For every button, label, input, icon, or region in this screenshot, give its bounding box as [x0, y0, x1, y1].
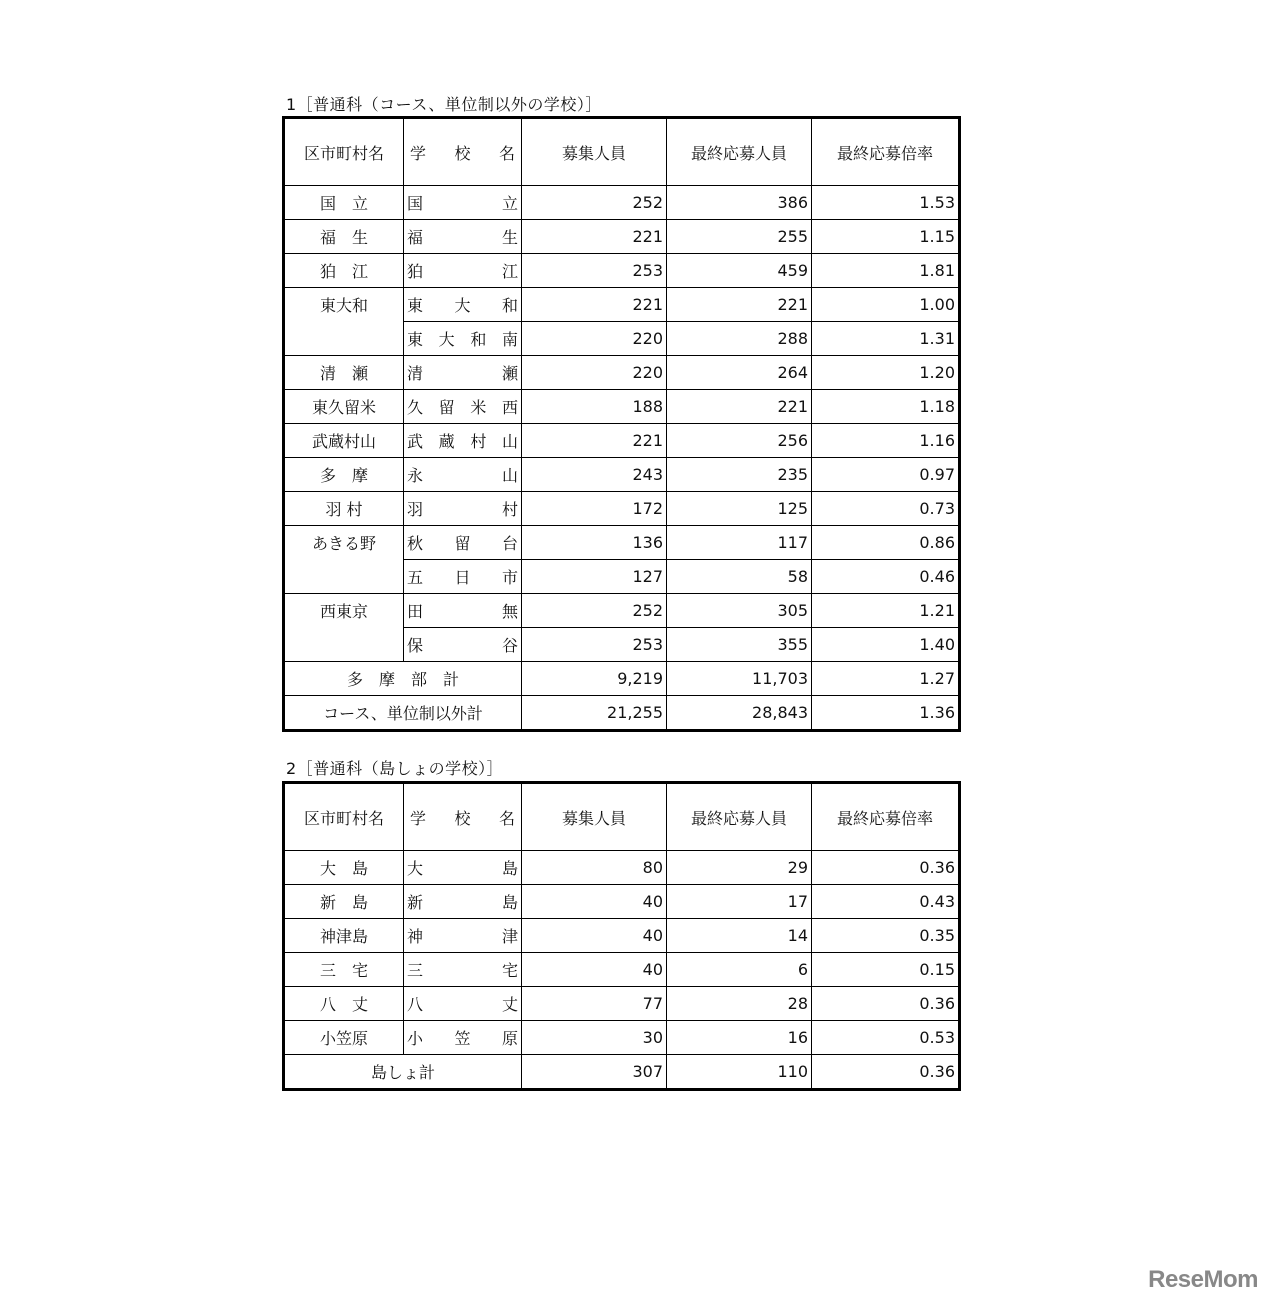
table-row: [284, 1021, 960, 1055]
municipality-cell: 大 島: [284, 851, 404, 885]
municipality-cell: 国 立: [284, 186, 404, 220]
table-row: [284, 186, 960, 220]
school-char: 米: [470, 398, 487, 417]
table-row: [284, 322, 960, 356]
ratio-cell: 1.81: [812, 254, 960, 288]
capacity-cell: 172: [522, 492, 667, 526]
school-cell: [404, 254, 522, 288]
total-ratio: 1.36: [812, 696, 960, 731]
applicants-cell: 6: [667, 953, 812, 987]
applicants-cell: 221: [667, 390, 812, 424]
header-school: 学 校 名: [404, 118, 522, 186]
school-cell: [404, 628, 522, 662]
school-name: [404, 924, 521, 947]
school-char: 大: [454, 296, 471, 315]
school-char: 神: [407, 927, 424, 946]
school-char: 新: [407, 893, 424, 912]
total-capacity: 9,219: [522, 662, 667, 696]
resemom-logo: ReseMom: [1148, 1266, 1258, 1293]
capacity-cell: 253: [522, 254, 667, 288]
school-cell: [404, 953, 522, 987]
school-name: [404, 531, 521, 554]
capacity-cell: 243: [522, 458, 667, 492]
school-char: 原: [501, 1029, 518, 1048]
school-char: 狛: [407, 262, 424, 281]
capacity-cell: 221: [522, 288, 667, 322]
ratio-cell: 0.97: [812, 458, 960, 492]
municipality-cell: 新 島: [284, 885, 404, 919]
total-capacity: 307: [522, 1055, 667, 1090]
school-char: 山: [501, 466, 518, 485]
ratio-cell: 1.40: [812, 628, 960, 662]
applicants-cell: 16: [667, 1021, 812, 1055]
school-cell: [404, 390, 522, 424]
school-name: [404, 1026, 521, 1049]
capacity-cell: 252: [522, 594, 667, 628]
ratio-cell: 1.16: [812, 424, 960, 458]
ratio-cell: 1.15: [812, 220, 960, 254]
school-cell: [404, 356, 522, 390]
school-char: 台: [501, 534, 518, 553]
header-capacity: 募集人員: [522, 783, 667, 851]
municipality-cell: 多 摩: [284, 458, 404, 492]
municipality-cell: 清 瀬: [284, 356, 404, 390]
school-char: 大: [438, 330, 455, 349]
school-char: 西: [501, 398, 518, 417]
school-char: 小: [407, 1029, 424, 1048]
applicants-cell: 256: [667, 424, 812, 458]
school-char: 永: [407, 466, 424, 485]
school-char: 武: [407, 432, 424, 451]
school-name: [404, 395, 521, 418]
total-ratio: 0.36: [812, 1055, 960, 1090]
municipality-cell: 武蔵村山: [284, 424, 404, 458]
ratio-cell: 1.00: [812, 288, 960, 322]
applicants-cell: 29: [667, 851, 812, 885]
school-cell: [404, 987, 522, 1021]
school-name: [404, 992, 521, 1015]
header-capacity: 募集人員: [522, 118, 667, 186]
school-name: [404, 497, 521, 520]
table-row: [284, 492, 960, 526]
municipality-cell: 羽 村: [284, 492, 404, 526]
municipality-cell: あきる野: [284, 526, 404, 560]
school-char: 市: [501, 568, 518, 587]
school-cell: [404, 885, 522, 919]
municipality-cell: [284, 560, 404, 594]
total-row: [284, 662, 960, 696]
school-cell: [404, 492, 522, 526]
school-char: 留: [438, 398, 455, 417]
ratio-cell: 0.36: [812, 987, 960, 1021]
school-name: [404, 429, 521, 452]
applicants-cell: 221: [667, 288, 812, 322]
capacity-cell: 136: [522, 526, 667, 560]
school-name: [404, 565, 521, 588]
school-name: [404, 856, 521, 879]
total-row: [284, 696, 960, 731]
capacity-cell: 77: [522, 987, 667, 1021]
school-char: 羽: [407, 500, 424, 519]
total-label: コース、単位制以外計: [284, 696, 522, 731]
capacity-cell: 221: [522, 220, 667, 254]
school-char: 日: [454, 568, 471, 587]
total-applicants: 11,703: [667, 662, 812, 696]
school-char: 秋: [407, 534, 424, 553]
applicants-cell: 235: [667, 458, 812, 492]
school-cell: [404, 1021, 522, 1055]
school-cell: [404, 526, 522, 560]
school-cell: [404, 322, 522, 356]
ratio-cell: 1.21: [812, 594, 960, 628]
table-row: [284, 526, 960, 560]
applicants-cell: 386: [667, 186, 812, 220]
table1-body: [284, 186, 960, 731]
capacity-cell: 221: [522, 424, 667, 458]
ratio-cell: 0.53: [812, 1021, 960, 1055]
school-char: 和: [470, 330, 487, 349]
municipality-cell: 狛 江: [284, 254, 404, 288]
total-row: [284, 1055, 960, 1090]
municipality-cell: 神津島: [284, 919, 404, 953]
table-row: [284, 851, 960, 885]
ratio-cell: 0.43: [812, 885, 960, 919]
school-char: 村: [470, 432, 487, 451]
school-name: [404, 191, 521, 214]
capacity-cell: 127: [522, 560, 667, 594]
school-char: 五: [407, 568, 424, 587]
capacity-cell: 252: [522, 186, 667, 220]
total-applicants: 28,843: [667, 696, 812, 731]
total-applicants: 110: [667, 1055, 812, 1090]
table-row: [284, 356, 960, 390]
school-char: 和: [501, 296, 518, 315]
school-name: [404, 327, 521, 350]
school-char: 津: [501, 927, 518, 946]
table1: [282, 116, 961, 732]
table2-caption: 2［普通科（島しょの学校）］: [286, 759, 504, 778]
applicants-cell: 14: [667, 919, 812, 953]
school-char: 東: [407, 296, 424, 315]
applicants-cell: 459: [667, 254, 812, 288]
table-row: [284, 220, 960, 254]
table-row: [284, 254, 960, 288]
school-char: 瀬: [501, 364, 518, 383]
school-name: [404, 599, 521, 622]
school-char: 村: [501, 500, 518, 519]
school-name: [404, 293, 521, 316]
capacity-cell: 220: [522, 322, 667, 356]
school-char: 谷: [501, 636, 518, 655]
school-char: 宅: [501, 961, 518, 980]
school-char: 田: [407, 602, 424, 621]
school-char: 東: [407, 330, 424, 349]
school-name: [404, 259, 521, 282]
school-char: 三: [407, 961, 424, 980]
municipality-cell: 三 宅: [284, 953, 404, 987]
school-name: [404, 890, 521, 913]
table-row: [284, 987, 960, 1021]
school-name: [404, 633, 521, 656]
header-applicants: 最終応募人員: [667, 783, 812, 851]
applicants-cell: 255: [667, 220, 812, 254]
school-cell: [404, 220, 522, 254]
municipality-cell: 東久留米: [284, 390, 404, 424]
ratio-cell: 1.20: [812, 356, 960, 390]
total-capacity: 21,255: [522, 696, 667, 731]
applicants-cell: 28: [667, 987, 812, 1021]
applicants-cell: 125: [667, 492, 812, 526]
table-row: [284, 560, 960, 594]
school-char: 丈: [501, 995, 518, 1014]
school-cell: [404, 560, 522, 594]
capacity-cell: 40: [522, 919, 667, 953]
table-row: [284, 885, 960, 919]
table-row: [284, 390, 960, 424]
total-label: 島しょ計: [284, 1055, 522, 1090]
school-char: 久: [407, 398, 424, 417]
school-name: [404, 958, 521, 981]
ratio-cell: 0.46: [812, 560, 960, 594]
school-name: [404, 361, 521, 384]
table-row: [284, 594, 960, 628]
school-char: 八: [407, 995, 424, 1014]
municipality-cell: 東大和: [284, 288, 404, 322]
header-municipality: 区市町村名: [284, 118, 404, 186]
school-name: [404, 225, 521, 248]
ratio-cell: 0.35: [812, 919, 960, 953]
header-ratio: 最終応募倍率: [812, 783, 960, 851]
capacity-cell: 188: [522, 390, 667, 424]
school-char: 国: [407, 194, 424, 213]
school-cell: [404, 424, 522, 458]
municipality-cell: 八 丈: [284, 987, 404, 1021]
school-char: 山: [501, 432, 518, 451]
applicants-cell: 355: [667, 628, 812, 662]
ratio-cell: 1.53: [812, 186, 960, 220]
applicants-cell: 17: [667, 885, 812, 919]
table-row: [284, 288, 960, 322]
capacity-cell: 30: [522, 1021, 667, 1055]
school-char: 島: [501, 859, 518, 878]
school-char: 立: [501, 194, 518, 213]
table-row: [284, 628, 960, 662]
applicants-cell: 288: [667, 322, 812, 356]
table-row: [284, 919, 960, 953]
capacity-cell: 40: [522, 885, 667, 919]
municipality-cell: 西東京: [284, 594, 404, 628]
school-char: 福: [407, 228, 424, 247]
school-char: 南: [501, 330, 518, 349]
school-cell: [404, 458, 522, 492]
ratio-cell: 0.15: [812, 953, 960, 987]
total-ratio: 1.27: [812, 662, 960, 696]
school-char: 島: [501, 893, 518, 912]
table-row: [284, 458, 960, 492]
ratio-cell: 0.36: [812, 851, 960, 885]
school-char: 笠: [454, 1029, 471, 1048]
header-ratio: 最終応募倍率: [812, 118, 960, 186]
capacity-cell: 220: [522, 356, 667, 390]
school-char: 保: [407, 636, 424, 655]
ratio-cell: 1.18: [812, 390, 960, 424]
header-municipality: 区市町村名: [284, 783, 404, 851]
applicants-cell: 264: [667, 356, 812, 390]
municipality-cell: [284, 322, 404, 356]
table1-caption: 1［普通科（コース、単位制以外の学校）］: [286, 95, 602, 114]
capacity-cell: 80: [522, 851, 667, 885]
municipality-cell: 福 生: [284, 220, 404, 254]
municipality-cell: [284, 628, 404, 662]
total-label: 多 摩 部 計: [284, 662, 522, 696]
header-applicants: 最終応募人員: [667, 118, 812, 186]
school-char: 無: [501, 602, 518, 621]
school-char: 蔵: [438, 432, 455, 451]
table2: [282, 781, 961, 1091]
school-char: 江: [501, 262, 518, 281]
school-char: 生: [501, 228, 518, 247]
ratio-cell: 0.86: [812, 526, 960, 560]
applicants-cell: 117: [667, 526, 812, 560]
school-char: 大: [407, 859, 424, 878]
school-cell: [404, 288, 522, 322]
applicants-cell: 305: [667, 594, 812, 628]
capacity-cell: 253: [522, 628, 667, 662]
capacity-cell: 40: [522, 953, 667, 987]
table-row: [284, 953, 960, 987]
school-name: [404, 463, 521, 486]
school-cell: [404, 186, 522, 220]
school-char: 留: [454, 534, 471, 553]
school-cell: [404, 851, 522, 885]
school-char: 清: [407, 364, 424, 383]
school-cell: [404, 919, 522, 953]
ratio-cell: 0.73: [812, 492, 960, 526]
school-cell: [404, 594, 522, 628]
ratio-cell: 1.31: [812, 322, 960, 356]
header-school: 学 校 名: [404, 783, 522, 851]
applicants-cell: 58: [667, 560, 812, 594]
municipality-cell: 小笠原: [284, 1021, 404, 1055]
table-row: [284, 424, 960, 458]
table2-body: [284, 851, 960, 1090]
